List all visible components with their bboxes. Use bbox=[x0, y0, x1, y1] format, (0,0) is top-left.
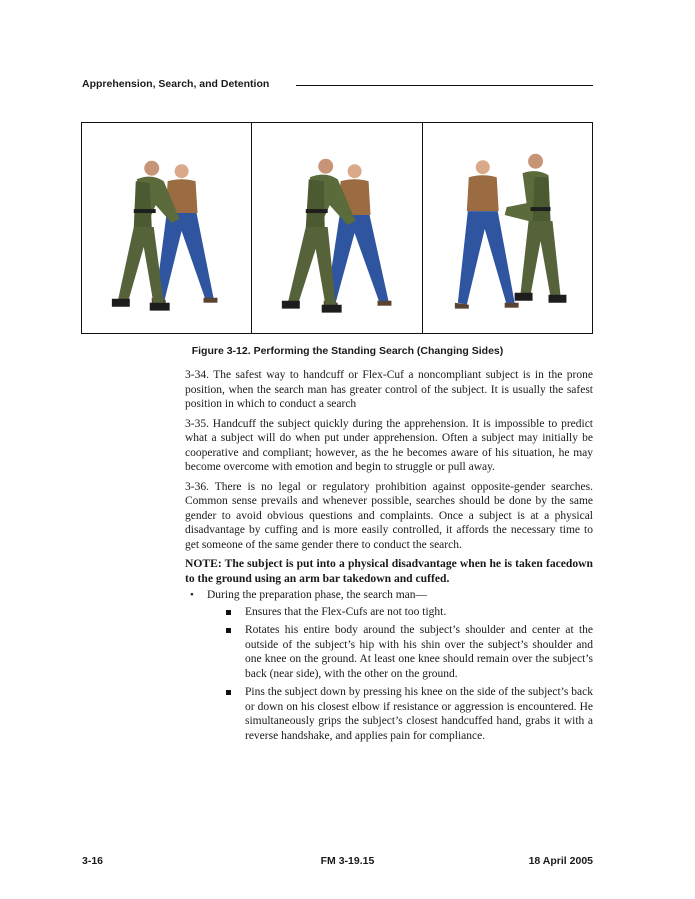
figure-caption: Figure 3-12. Performing the Standing Search (Changing Sides) bbox=[191, 345, 504, 357]
figure-panel-2 bbox=[251, 123, 421, 333]
running-header: Apprehension, Search, and Detention bbox=[82, 78, 270, 90]
publication-date: 18 April 2005 bbox=[528, 855, 593, 867]
body-text bbox=[185, 368, 593, 747]
manual-id: FM 3-19.15 bbox=[320, 855, 375, 867]
photo-panel-3 bbox=[423, 123, 592, 333]
search-man-figure bbox=[504, 154, 566, 303]
paragraph-3-34: 3-34. The safest way to handcuff or Flex-Cuf a noncompliant subject is in the prone position, when the search man has greater control of the subject. It is usually the safest position in which to conduct a search bbox=[185, 369, 593, 410]
paragraph-3-36: 3-36. There is no legal or regulatory prohibition against opposite-gender searches. Common sense prevails and whenever possible, searches should be done by the same gender to avoid obvious questions and complaints. Once a subject is at a physical disadvantage by cuffing and is more easily controlled, it affords the necessary time to get someone of the same gender there to conduct the search. bbox=[185, 480, 593, 551]
page-number: 3-16 bbox=[82, 855, 104, 867]
list-item: Pins the subject down by pressing his knee on the side of the subject’s back or down on his closest elbow if resistance or aggression is encountered. He simultaneously grips the subject’s closest handcuffed hand, grabs it with a reverse handshake, and applies pain for compliance. bbox=[245, 686, 593, 742]
subject-figure bbox=[455, 160, 519, 308]
paragraph-3-35: 3-35. Handcuff the subject quickly during the apprehension. It is impossible to predict what a subject will do when put under apprehension. Often a subject may initially be cooperative and compliant; however, as the he becomes aware of his situation, he may become overcome with emotion and begin to struggle or pull away. bbox=[185, 417, 593, 473]
list-item: Ensures that the Flex-Cufs are not too tight. bbox=[245, 605, 593, 620]
bullet-list bbox=[185, 588, 593, 743]
sub-bullet-list bbox=[207, 605, 593, 744]
figure-panel-1 bbox=[82, 123, 251, 333]
note-paragraph: NOTE: The subject is put into a physical disadvantage when he is taken facedown to the ground using an arm bar takedown and cuffed. bbox=[185, 557, 593, 585]
bullet-text: During the preparation phase, the search man— bbox=[207, 589, 428, 601]
list-item bbox=[207, 588, 593, 743]
photo-panel-1 bbox=[82, 123, 251, 333]
list-item: Rotates his entire body around the subject’s shoulder and center at the outside of the subject’s hip with his shin over the subject’s shoulder and one knee on the ground. At least one knee should remain over the subject’s back (near side), with the other on the ground. bbox=[245, 624, 593, 680]
photo-panel-2 bbox=[252, 123, 421, 333]
figure-panel-3 bbox=[422, 123, 592, 333]
header-rule bbox=[296, 85, 593, 86]
figure-3-12 bbox=[81, 122, 593, 334]
